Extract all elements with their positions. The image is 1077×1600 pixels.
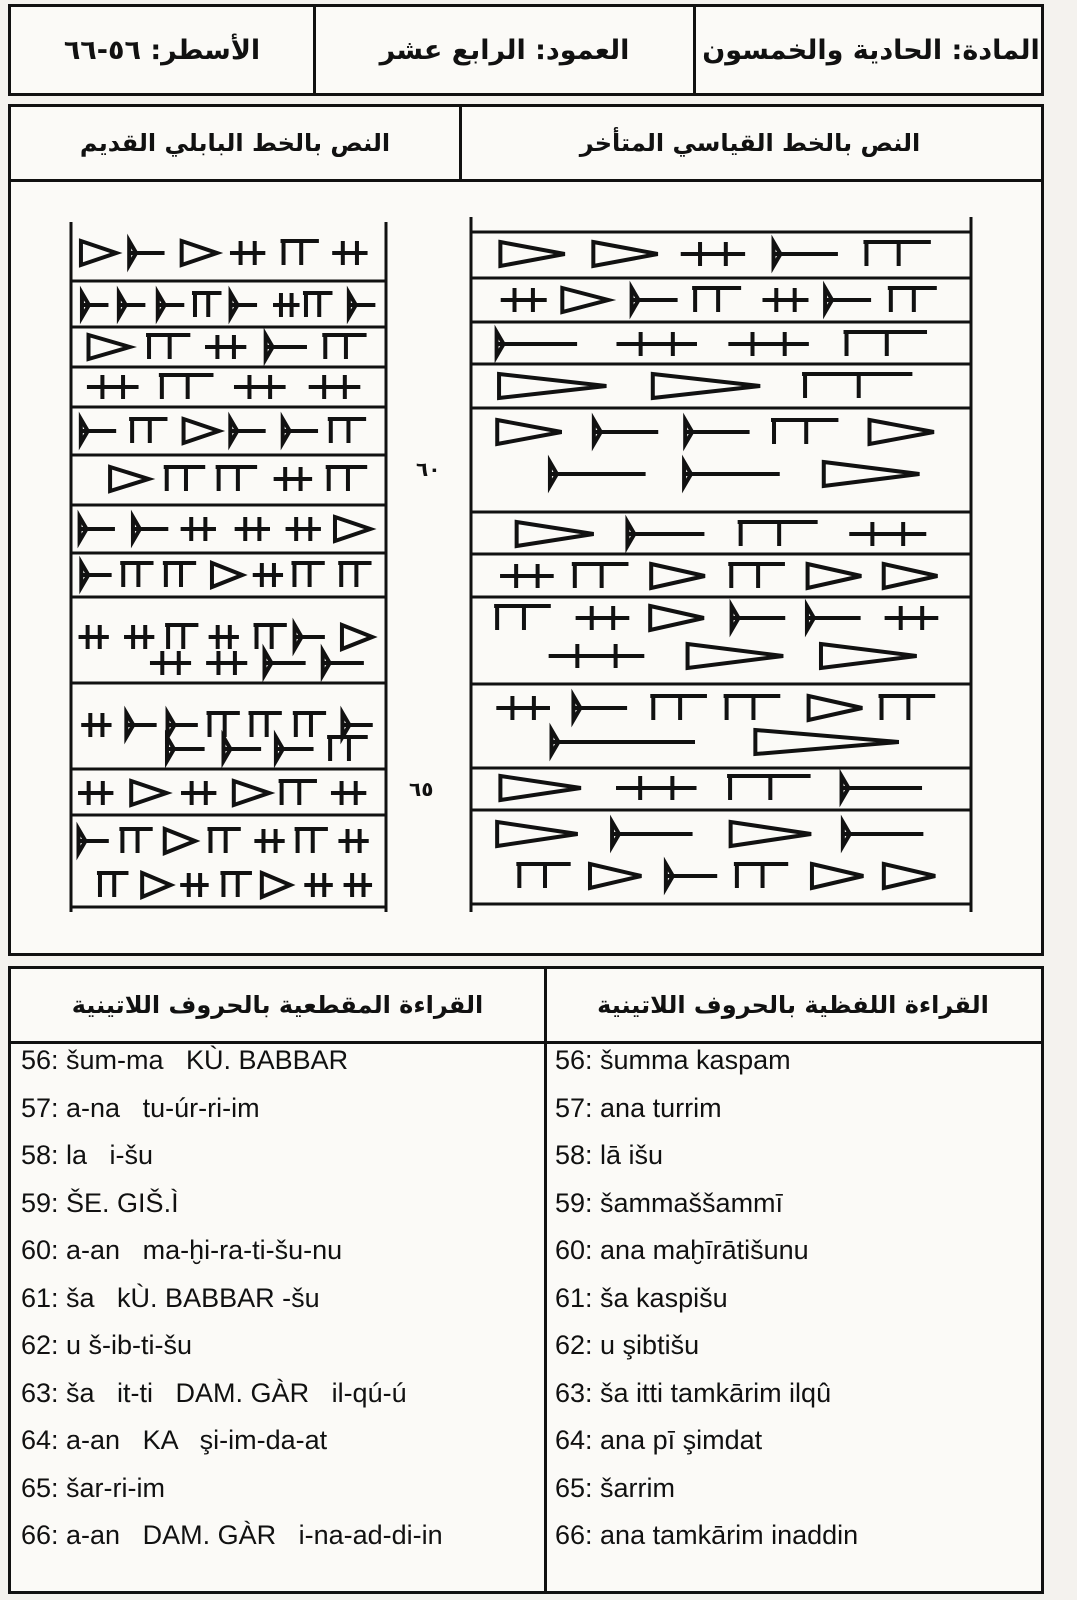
cuneiform-sign: [771, 420, 838, 444]
syllabic-reading-line: 59: ŠE. GIŠ.Ì: [21, 1187, 179, 1218]
cuneiform-sign: [165, 625, 198, 649]
syllabic-reading-line: 57: a-na tu-úr-ri-im: [21, 1092, 260, 1123]
cuneiform-sign: [809, 696, 863, 720]
cuneiform-sign: [78, 781, 113, 805]
cuneiform-sign: [500, 776, 581, 800]
cuneiform-sign: [165, 829, 195, 853]
cuneiform-sign: [205, 335, 246, 359]
lexical-reading-line: 65: šarrim: [555, 1472, 676, 1503]
cuneiform-sign: [119, 293, 146, 317]
cuneiform-sign: [496, 696, 550, 720]
cuneiform-sign: [762, 288, 808, 312]
syllabic-reading-line: 63: ša it-ti DAM. GÀR il-qú-ú: [21, 1377, 407, 1408]
cuneiform-sign: [79, 625, 109, 649]
late-script-title: النص بالخط القياسي المتأخر: [579, 129, 921, 157]
cuneiform-sign: [888, 288, 937, 312]
cuneiform-sign: [552, 730, 696, 754]
cuneiform-sign: [594, 420, 658, 444]
lexical-reading-column: [555, 1045, 1035, 1585]
cuneiform-sign: [163, 563, 196, 587]
cuneiform-sign: [808, 564, 862, 588]
cuneiform-sign: [133, 517, 168, 541]
header-lines: الأسطر: ٥٦-٦٦: [63, 34, 261, 66]
cuneiform-sign: [168, 713, 198, 737]
line-marker-60: ٦٠: [416, 457, 441, 481]
cuneiform-sign: [254, 625, 287, 649]
cuneiform-sign: [884, 864, 935, 888]
header-divider: [313, 7, 316, 93]
script-panel: [8, 104, 1044, 956]
cuneiform-sign: [167, 737, 205, 761]
cuneiform-sign: [80, 517, 115, 541]
cuneiform-sign: [812, 864, 863, 888]
cuneiform-sign: [142, 873, 171, 897]
cuneiform-sign: [220, 873, 252, 897]
lexical-reading-line: 66: ana tamkārim inaddin: [555, 1520, 859, 1550]
lexical-reading-line: 60: ana maḫīrātišunu: [555, 1235, 809, 1265]
cuneiform-sign: [499, 374, 606, 398]
cuneiform-sign: [824, 462, 920, 486]
syllabic-reading-line: 58: la i-šu: [21, 1140, 154, 1170]
cuneiform-sign: [230, 241, 265, 265]
cuneiform-sign: [181, 781, 216, 805]
cuneiform-sign: [342, 625, 372, 649]
cuneiform-sign: [331, 781, 366, 805]
cuneiform-sign: [885, 606, 939, 630]
cuneiform-sign: [573, 696, 627, 720]
cuneiform-sign: [262, 873, 291, 897]
header-divider: [693, 7, 696, 93]
cuneiform-sign: [184, 419, 219, 443]
cuneiform-sign: [303, 293, 333, 317]
cuneiform-sign: [120, 563, 153, 587]
cuneiform-sign: [627, 522, 704, 546]
cuneiform-sign: [692, 288, 741, 312]
cuneiform-sign: [286, 517, 321, 541]
cuneiform-sign: [254, 829, 284, 853]
cuneiform-sign: [590, 864, 641, 888]
lexical-reading-title: القراءة اللفظية بالحروف اللاتينية: [597, 991, 989, 1019]
cuneiform-sign: [81, 713, 111, 737]
header-subject: المادة: الحادية والخمسون: [702, 34, 1040, 66]
cuneiform-sign: [632, 288, 678, 312]
lexical-reading-line: 57: ana turrim: [555, 1092, 722, 1123]
cuneiform-sign: [158, 293, 185, 317]
cuneiform-sign: [126, 713, 156, 737]
cuneiform-sign: [304, 873, 333, 897]
cuneiform-sign: [500, 242, 564, 266]
script-panel-titlebar: [11, 107, 1041, 182]
cuneiform-sign: [216, 467, 258, 491]
cuneiform-sign: [253, 563, 283, 587]
cuneiform-sign: [131, 781, 166, 805]
lexical-reading-line: 62: u şibtišu: [555, 1330, 700, 1360]
cuneiform-sign: [164, 467, 205, 491]
cuneiform-sign: [207, 829, 240, 853]
cuneiform-sign: [501, 288, 547, 312]
lexical-reading-line: 64: ana pī şimdat: [555, 1425, 763, 1455]
lexical-reading-line: 61: ša kaspišu: [555, 1282, 728, 1313]
cuneiform-sign: [349, 293, 376, 317]
cuneiform-sign: [323, 651, 364, 675]
cuneiform-sign: [653, 374, 760, 398]
cuneiform-sign: [223, 737, 261, 761]
cuneiform-sign: [728, 332, 809, 356]
cuneiform-sign: [82, 293, 109, 317]
readings-divider: [544, 969, 547, 1591]
cuneiform-sign: [728, 564, 785, 588]
cuneiform-sign: [81, 419, 116, 443]
cuneiform-sign: [685, 420, 749, 444]
cuneiform-sign: [283, 419, 318, 443]
cuneiform-sign: [206, 651, 247, 675]
cuneiform-sign: [550, 462, 646, 486]
cuneiform-sign: [231, 293, 258, 317]
header-box: [8, 4, 1044, 96]
cuneiform-sign: [734, 864, 788, 888]
cuneiform-sign: [281, 241, 319, 265]
cuneiform-sign: [295, 625, 325, 649]
cuneiform-sign: [593, 242, 657, 266]
cuneiform-sign: [276, 737, 314, 761]
cuneiform-sign: [844, 332, 928, 356]
cuneiform-sign: [159, 375, 214, 399]
cuneiform-sign: [494, 606, 551, 630]
cuneiform-sign: [681, 242, 745, 266]
cuneiform-sign: [562, 288, 608, 312]
cuneiform-sign: [727, 776, 811, 800]
readings-table: [8, 966, 1044, 1594]
header-column: العمود: الرابع عشر: [379, 34, 630, 66]
cuneiform-sign: [576, 606, 630, 630]
cuneiform-sign: [234, 375, 286, 399]
cuneiform-sign: [738, 522, 818, 546]
cuneiform-sign: [731, 822, 812, 846]
cuneiform-sign: [884, 564, 938, 588]
late-script-cuneiform: [466, 212, 986, 922]
readings-titlebar: [11, 969, 1041, 1044]
syllabic-reading-line: 61: ša kÙ. BABBAR -šu: [21, 1282, 320, 1313]
cuneiform-sign: [235, 517, 270, 541]
cuneiform-sign: [338, 829, 368, 853]
cuneiform-sign: [212, 563, 242, 587]
cuneiform-sign: [309, 375, 361, 399]
cuneiform-sign: [81, 563, 111, 587]
cuneiform-sign: [97, 873, 129, 897]
cuneiform-sign: [249, 713, 282, 737]
cuneiform-sign: [497, 822, 578, 846]
cuneiform-sign: [230, 419, 265, 443]
cuneiform-sign: [150, 651, 191, 675]
cuneiform-sign: [879, 696, 936, 720]
cuneiform-sign: [843, 822, 924, 846]
cuneiform-sign: [274, 467, 313, 491]
cuneiform-sign: [332, 241, 367, 265]
cuneiform-sign: [335, 517, 370, 541]
cuneiform-sign: [549, 644, 645, 668]
cuneiform-sign: [279, 781, 317, 805]
cuneiform-sign: [129, 419, 167, 443]
cuneiform-sign: [724, 696, 781, 720]
cuneiform-sign: [328, 419, 366, 443]
cuneiform-sign: [572, 564, 629, 588]
lexical-reading-line: 63: ša itti tamkārim ilqû: [555, 1377, 832, 1408]
syllabic-reading-line: 65: šar-ri-im: [21, 1472, 166, 1503]
syllabic-reading-line: 56: šum-ma KÙ. BABBAR: [21, 1045, 349, 1075]
cuneiform-sign: [688, 644, 784, 668]
cuneiform-sign: [146, 335, 190, 359]
cuneiform-sign: [612, 822, 693, 846]
cuneiform-sign: [327, 737, 368, 761]
cuneiform-sign: [87, 375, 139, 399]
syllabic-reading-line: 60: a-an ma-ḫi-ra-ti-šu-nu: [21, 1235, 343, 1265]
cuneiform-sign: [181, 517, 216, 541]
cuneiform-sign: [265, 651, 306, 675]
syllabic-reading-line: 66: a-an DAM. GÀR i-na-ad-di-in: [21, 1520, 443, 1550]
cuneiform-sign: [81, 241, 116, 265]
cuneiform-sign: [322, 335, 366, 359]
cuneiform-sign: [110, 467, 149, 491]
cuneiform-sign: [500, 564, 554, 588]
cuneiform-sign: [849, 522, 926, 546]
cuneiform-sign: [807, 606, 861, 630]
old-babylonian-title: النص بالخط البابلي القديم: [79, 129, 391, 157]
line-marker-65: ٦٥: [409, 777, 434, 801]
cuneiform-sign: [497, 420, 561, 444]
cuneiform-sign: [273, 293, 300, 317]
cuneiform-sign: [129, 241, 164, 265]
cuneiform-sign: [825, 288, 871, 312]
cuneiform-sign: [234, 781, 269, 805]
cuneiform-sign: [342, 713, 372, 737]
old-babylonian-cuneiform: [66, 217, 406, 917]
cuneiform-sign: [650, 606, 704, 630]
cuneiform-sign: [732, 606, 786, 630]
cuneiform-sign: [755, 730, 899, 754]
cuneiform-sign: [266, 335, 307, 359]
cuneiform-sign: [870, 420, 934, 444]
lexical-reading-line: 59: šammaššammī: [555, 1187, 784, 1218]
cuneiform-sign: [295, 829, 328, 853]
cuneiform-sign: [516, 864, 570, 888]
cuneiform-sign: [651, 564, 705, 588]
cuneiform-sign: [802, 374, 912, 398]
cuneiform-sign: [774, 242, 838, 266]
cuneiform-sign: [616, 332, 697, 356]
cuneiform-sign: [78, 829, 108, 853]
cuneiform-sign: [182, 241, 217, 265]
cuneiform-sign: [821, 644, 917, 668]
syllabic-reading-column: [21, 1045, 536, 1585]
cuneiform-sign: [684, 462, 780, 486]
cuneiform-sign: [517, 522, 594, 546]
syllabic-reading-line: 64: a-an KA şi-im-da-at: [21, 1425, 328, 1455]
cuneiform-sign: [842, 776, 923, 800]
cuneiform-sign: [650, 696, 707, 720]
cuneiform-sign: [119, 829, 152, 853]
cuneiform-sign: [192, 293, 222, 317]
lexical-reading-line: 56: šumma kaspam: [555, 1045, 791, 1075]
lexical-reading-line: 58: lā išu: [555, 1140, 664, 1170]
cuneiform-sign: [209, 625, 239, 649]
cuneiform-sign: [616, 776, 697, 800]
cuneiform-sign: [497, 332, 578, 356]
cuneiform-sign: [180, 873, 209, 897]
cuneiform-sign: [124, 625, 154, 649]
cuneiform-sign: [863, 242, 930, 266]
cuneiform-sign: [666, 864, 717, 888]
syllabic-reading-title: القراءة المقطعية بالحروف اللاتينية: [71, 991, 484, 1019]
cuneiform-sign: [89, 335, 130, 359]
titlebar-divider: [459, 107, 462, 179]
cuneiform-sign: [291, 563, 324, 587]
syllabic-reading-line: 62: u š-ib-ti-šu: [21, 1330, 193, 1360]
cuneiform-sign: [338, 563, 371, 587]
cuneiform-sign: [293, 713, 326, 737]
cuneiform-sign: [326, 467, 368, 491]
cuneiform-sign: [344, 873, 373, 897]
